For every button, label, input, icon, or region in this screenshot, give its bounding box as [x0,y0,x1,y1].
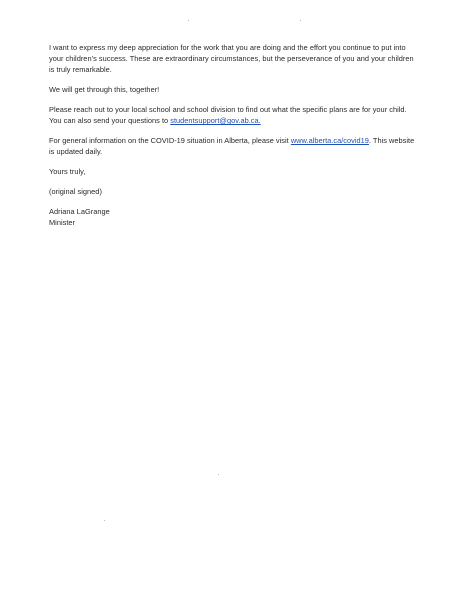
covid-info-paragraph [49,135,419,157]
signer-name: Adriana LaGrange [49,206,110,216]
appreciation-paragraph: I want to express my deep appreciation for the work that you are doing and the effort you continue to put into your children’s success. These are extraordinary circumstances, but the perseverance of you and your children is truly remarkable. [49,43,414,75]
letter-body [49,42,419,228]
school-contact-paragraph [49,104,419,126]
scan-speck [218,474,219,475]
scan-speck [300,20,301,21]
signature-note: (original signed) [49,186,102,196]
closing: Yours truly, [49,167,86,176]
together-paragraph: We will get through this, together! [49,85,160,95]
scan-speck [188,20,189,21]
signer-title: Minister [49,217,76,227]
student-support-email-link[interactable]: studentsupport@gov.ab.ca. [170,116,261,126]
covid19-website-link[interactable]: www.alberta.ca/covid19 [290,136,369,145]
covid-info-text-end: . This website is updated daily. [49,136,415,157]
covid-info-text: For general information on the COVID-19 situation in Alberta, please visit [49,136,291,145]
scan-speck [104,520,105,521]
school-contact-text: Please reach out to your local school and school division to find out what the specific plans are for your child. You can also send your questions to [49,105,407,126]
